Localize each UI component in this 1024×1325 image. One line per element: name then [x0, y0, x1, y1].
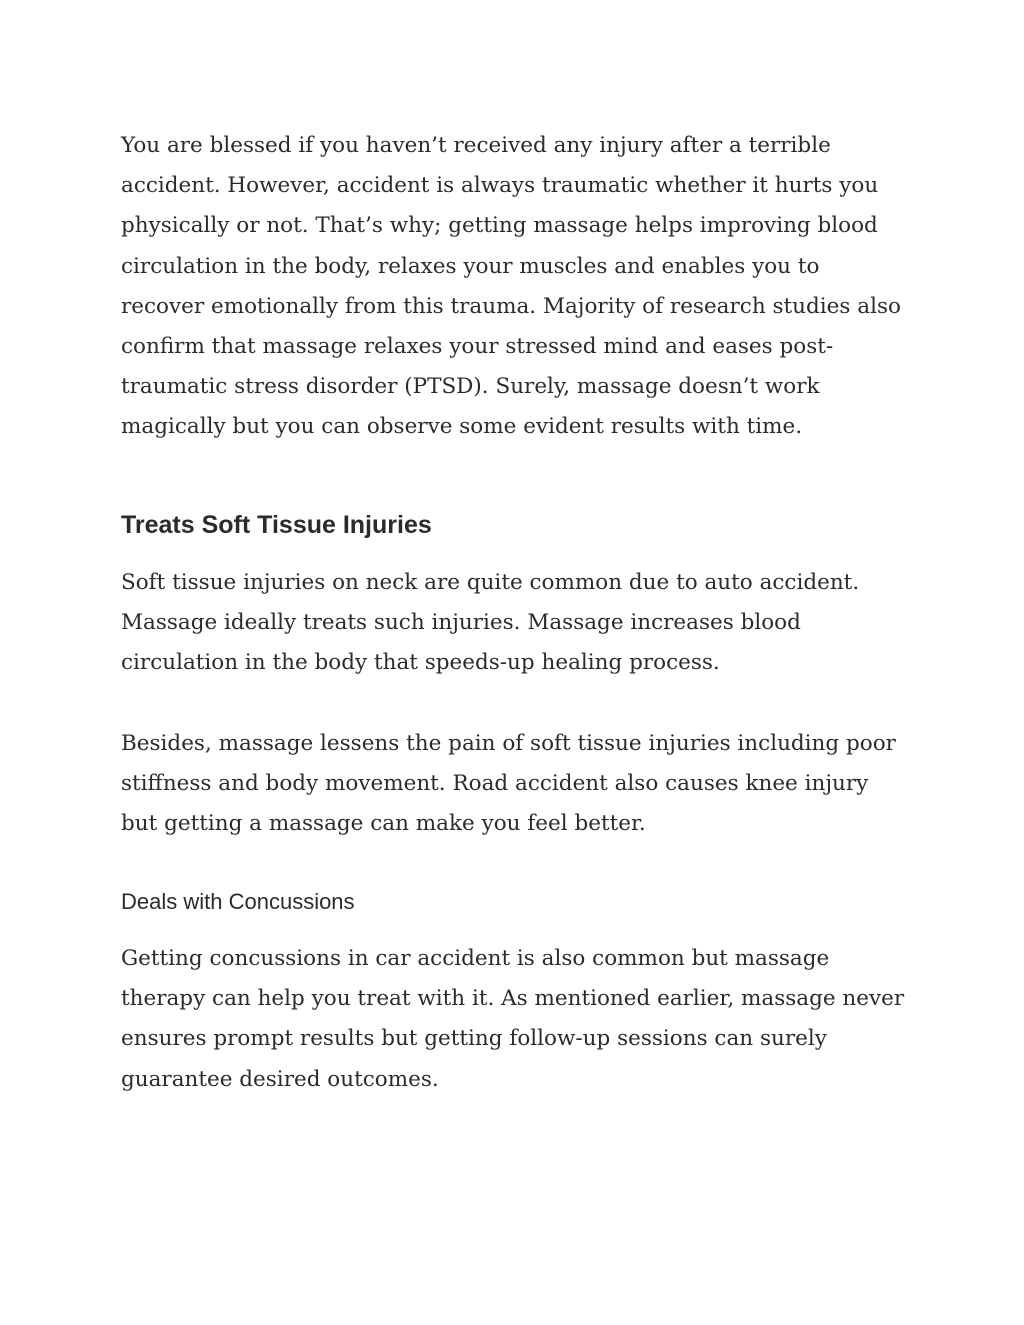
text-line: You are blessed if you haven’t received any injury after a terrible [121, 133, 831, 158]
text-line: traumatic stress disorder (PTSD). Surely, massage doesn’t work [121, 374, 820, 400]
intro-paragraph [121, 126, 901, 448]
text-line: Besides, massage lessens the pain of soft tissue injuries including poor [121, 731, 896, 756]
text-line: circulation in the body, relaxes your muscles and enables you to [121, 253, 820, 279]
text-line: ensures prompt results but getting follow-up sessions can surely [121, 1026, 827, 1052]
soft-tissue-paragraph-1 [121, 563, 859, 684]
text-line: recover emotionally from this trauma. Majority of research studies also [121, 293, 901, 319]
section-heading-concussions: Deals with Concussions [121, 889, 355, 914]
text-line: accident. However, accident is always traumatic whether it hurts you [121, 173, 879, 199]
text-line: confirm that massage relaxes your stressed mind and eases post- [121, 334, 834, 360]
concussions-paragraph [121, 939, 904, 1100]
text-line: magically but you can observe some evident results with time. [121, 414, 803, 440]
text-line: therapy can help you treat with it. As mentioned earlier, massage never [121, 986, 905, 1012]
text-line: Soft tissue injuries on neck are quite common due to auto accident. [121, 570, 860, 595]
text-line: guarantee desired outcomes. [121, 1066, 439, 1092]
text-line: stiffness and body movement. Road accident also causes knee injury [121, 771, 869, 797]
text-line: Massage ideally treats such injuries. Massage increases blood [121, 610, 801, 636]
text-line: but getting a massage can make you feel better. [121, 811, 646, 837]
text-line: circulation in the body that speeds-up healing process. [121, 650, 720, 676]
text-line: physically or not. That’s why; getting massage helps improving blood [121, 213, 878, 239]
text-line: Getting concussions in car accident is also common but massage [121, 946, 830, 971]
section-heading-soft-tissue: Treats Soft Tissue Injuries [121, 511, 432, 539]
soft-tissue-paragraph-2 [121, 724, 896, 845]
